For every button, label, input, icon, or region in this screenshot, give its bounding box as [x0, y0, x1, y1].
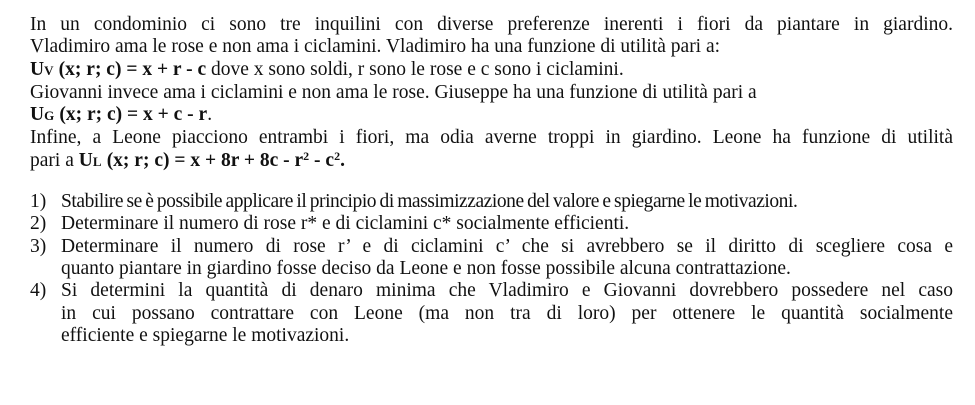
utility-leone: [30, 150, 953, 173]
utility-giovanni-formula: [30, 104, 207, 125]
utility-vladimiro-description: dove x sono soldi, r sono le rose e c sono i ciclamini.: [206, 58, 624, 80]
utility-symbol: U: [30, 58, 45, 80]
problem-statement: [30, 14, 953, 173]
exponent-c: 2: [334, 148, 341, 163]
utility-subscript-v: V: [44, 62, 54, 78]
question-text-line: Si determini la quantità di denaro minima che Vladimiro e Giovanni dovrebbero possedere nel caso: [61, 280, 953, 302]
utility-leone-prefix: pari a: [30, 149, 79, 171]
utility-vladimiro-expression: (x; r; c) = x + r - c: [53, 58, 207, 80]
question-number: 4): [30, 280, 47, 302]
question-text-line: Determinare il numero di rose r’ e di ciclamini c’ che si avrebbero se il diritto di scegliere cosa e: [61, 235, 953, 257]
intro-line-condominio: In un condominio ci sono tre inquilini con diverse preferenze inerenti i fiori da piantare in giardino.: [30, 14, 953, 35]
questions-list: [30, 191, 953, 347]
utility-vladimiro-formula: [30, 59, 206, 80]
utility-symbol: U: [78, 149, 93, 171]
intro-line-leone: Infine, a Leone piacciono entrambi i fiori, ma odia averne troppi in giardino. Leone ha funzione di utilità: [30, 127, 953, 149]
utility-leone-end: .: [340, 149, 345, 171]
utility-subscript-l: L: [92, 153, 102, 169]
utility-subscript-g: G: [44, 108, 55, 124]
utility-giovanni: [30, 104, 953, 127]
utility-giovanni-expression: (x; r; c) = x + c - r: [54, 104, 208, 126]
utility-vladimiro: [30, 59, 953, 82]
utility-giovanni-end: .: [207, 104, 213, 126]
question-number: 2): [30, 213, 47, 235]
question-text-line: efficiente e spiegarne le motivazioni.: [61, 324, 350, 346]
utility-leone-formula: [79, 150, 345, 171]
question-number: 3): [30, 235, 47, 257]
question-text-line: in cui possano contrattare con Leone (ma non tra di loro) per ottenere le quantità socialmente: [61, 302, 953, 324]
question-2: [30, 213, 953, 235]
utility-leone-minus-c: - c: [309, 149, 335, 171]
question-1: [30, 191, 953, 213]
question-4: [30, 280, 953, 347]
question-3: [30, 236, 953, 281]
question-number: 1): [30, 191, 47, 213]
intro-line-giovanni: Giovanni invece ama i ciclamini e non ama le rose. Giuseppe ha una funzione di utilità pari a: [30, 81, 757, 103]
question-text: Determinare il numero di rose r* e di ciclamini c* socialmente efficienti.: [61, 213, 630, 235]
question-text-line: quanto piantare in giardino fosse deciso da Leone e non fosse possibile alcuna contrattazione.: [61, 257, 791, 279]
exponent-r: 2: [303, 148, 310, 163]
utility-symbol: U: [30, 104, 45, 126]
question-text: Stabilire se è possibile applicare il principio di massimizzazione del valore e spiegarne le motivazioni.: [61, 191, 798, 213]
intro-line-vladimiro: Vladimiro ama le rose e non ama i ciclamini. Vladimiro ha una funzione di utilità pari a:: [30, 36, 721, 58]
utility-leone-expression: (x; r; c) = x + 8r + 8c - r: [101, 149, 304, 171]
